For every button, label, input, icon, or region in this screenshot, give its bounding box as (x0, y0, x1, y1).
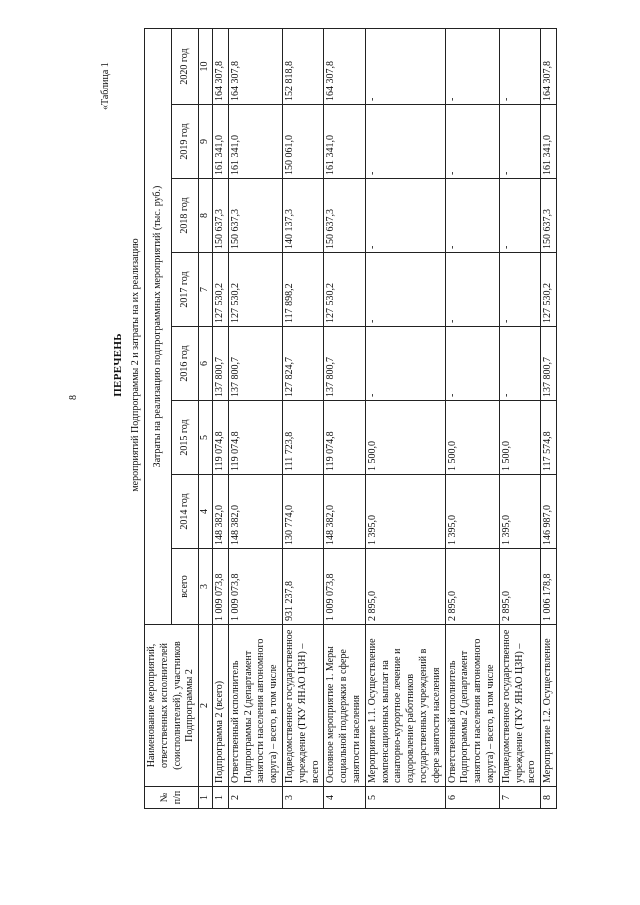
cost-cell: - (445, 28, 499, 104)
column-number: 10 (199, 28, 213, 104)
cost-cell: 931 237,8 (282, 549, 323, 625)
cost-cell: 119 074,8 (228, 401, 282, 475)
row-number: 4 (324, 787, 365, 809)
row-name: Ответственный исполнитель Подпрограммы 2 (департамент занятости населения автономного округа) – всего, в том числе (228, 625, 282, 787)
cost-cell: 2 895,0 (365, 549, 445, 625)
header-year: 2019 год (172, 105, 199, 179)
cost-cell: 150 637,3 (324, 179, 365, 253)
cost-cell: 150 637,3 (228, 179, 282, 253)
header-num: № п/п (145, 787, 199, 809)
cost-cell: 117 898,2 (282, 253, 323, 327)
header-year: 2017 год (172, 253, 199, 327)
cost-cell: 1 395,0 (499, 475, 540, 549)
cost-cell: 164 307,8 (212, 28, 228, 104)
cost-cell: - (365, 327, 445, 401)
table-row (212, 28, 228, 808)
cost-cell: 1 500,0 (445, 401, 499, 475)
cost-cell: 161 341,0 (228, 105, 282, 179)
cost-cell: - (445, 327, 499, 401)
cost-cell: 148 382,0 (324, 475, 365, 549)
column-number: 7 (199, 253, 213, 327)
cost-cell: 1 006 178,8 (541, 549, 557, 625)
cost-cell: 164 307,8 (228, 28, 282, 104)
header-year: 2016 год (172, 327, 199, 401)
header-year: 2018 год (172, 179, 199, 253)
cost-cell: - (365, 105, 445, 179)
cost-cell: - (365, 253, 445, 327)
table-row (282, 28, 323, 808)
cost-cell: 127 530,2 (212, 253, 228, 327)
column-number: 4 (199, 475, 213, 549)
row-name: Подпрограмма 2 (всего) (212, 625, 228, 787)
cost-cell: - (499, 28, 540, 104)
column-number: 8 (199, 179, 213, 253)
cost-cell: 1 009 073,8 (228, 549, 282, 625)
table-body (212, 28, 556, 808)
cost-cell: - (499, 105, 540, 179)
cost-cell: 150 637,3 (212, 179, 228, 253)
header-costs-group: Затраты на реализацию подпрограммных мероприятий (тыс. руб.) (145, 28, 172, 624)
table-row (228, 28, 282, 808)
cost-cell: 127 530,2 (324, 253, 365, 327)
row-number: 7 (499, 787, 540, 809)
cost-cell: 137 800,7 (228, 327, 282, 401)
cost-cell: 161 341,0 (324, 105, 365, 179)
row-name: Ответственный исполнитель Подпрограммы 2 (департамент занятости населения автономного округа) – всего, в том числе (445, 625, 499, 787)
cost-cell: 127 530,2 (541, 253, 557, 327)
row-number: 5 (365, 787, 445, 809)
cost-cell: 117 574,8 (541, 401, 557, 475)
table-row (324, 28, 365, 808)
header-year: 2014 год (172, 475, 199, 549)
column-number: 9 (199, 105, 213, 179)
column-number: 6 (199, 327, 213, 401)
costs-table (144, 28, 557, 809)
column-number: 2 (199, 625, 213, 787)
cost-cell: 111 723,8 (282, 401, 323, 475)
row-number: 3 (282, 787, 323, 809)
table-row (445, 28, 499, 808)
row-number: 8 (541, 787, 557, 809)
row-number: 2 (228, 787, 282, 809)
cost-cell: - (445, 105, 499, 179)
cost-cell: - (365, 179, 445, 253)
cost-cell: 164 307,8 (541, 28, 557, 104)
column-number: 3 (199, 549, 213, 625)
row-name: Мероприятие 1.2. Осуществление (541, 625, 557, 787)
cost-cell: 148 382,0 (212, 475, 228, 549)
document-subtitle: мероприятий Подпрограммы 2 и затраты на их реализацию (130, 238, 141, 492)
cost-cell: 148 382,0 (228, 475, 282, 549)
table-row (365, 28, 445, 808)
cost-cell: 1 500,0 (499, 401, 540, 475)
cost-cell: 164 307,8 (324, 28, 365, 104)
cost-cell: 152 818,8 (282, 28, 323, 104)
cost-cell: 1 500,0 (365, 401, 445, 475)
row-number: 6 (445, 787, 499, 809)
cost-cell: 1 395,0 (365, 475, 445, 549)
table-row (541, 28, 557, 808)
cost-cell: 1 009 073,8 (212, 549, 228, 625)
header-year: всего (172, 549, 199, 625)
cost-cell: 119 074,8 (324, 401, 365, 475)
cost-cell: 150 637,3 (541, 179, 557, 253)
cost-cell: - (499, 253, 540, 327)
cost-cell: 130 774,0 (282, 475, 323, 549)
header-year: 2020 год (172, 28, 199, 104)
cost-cell: 127 824,7 (282, 327, 323, 401)
column-number-row (199, 28, 213, 808)
cost-cell: 1 009 073,8 (324, 549, 365, 625)
cost-cell: 140 137,3 (282, 179, 323, 253)
column-number: 5 (199, 401, 213, 475)
cost-cell: - (445, 253, 499, 327)
row-name: Мероприятие 1.1. Осуществление компенсационных выплат на санаторно-курортное лечение и оздоровление работников государственных учреждений в сфере занятости населения (365, 625, 445, 787)
cost-cell: 146 987,0 (541, 475, 557, 549)
cost-cell: 127 530,2 (228, 253, 282, 327)
cost-cell: 137 800,7 (324, 327, 365, 401)
row-name: Основное мероприятие 1. Меры социальной поддержки в сфере занятости населения (324, 625, 365, 787)
cost-cell: 161 341,0 (541, 105, 557, 179)
cost-cell: - (365, 28, 445, 104)
page-number: 8 (68, 395, 79, 400)
cost-cell: - (445, 179, 499, 253)
cost-cell: 2 895,0 (445, 549, 499, 625)
cost-cell: 150 061,0 (282, 105, 323, 179)
document-title: ПЕРЕЧЕНЬ (112, 333, 124, 397)
cost-cell: 2 895,0 (499, 549, 540, 625)
row-number: 1 (212, 787, 228, 809)
cost-cell: 119 074,8 (212, 401, 228, 475)
column-number: 1 (199, 787, 213, 809)
header-year: 2015 год (172, 401, 199, 475)
row-name: Подведомственное государственное учреждение (ГКУ ЯНАО ЦЗН) – всего (282, 625, 323, 787)
table-note: «Таблица 1 (100, 62, 111, 110)
cost-cell: 137 800,7 (541, 327, 557, 401)
cost-cell: - (499, 327, 540, 401)
cost-cell: 161 341,0 (212, 105, 228, 179)
cost-cell: 1 395,0 (445, 475, 499, 549)
cost-cell: - (499, 179, 540, 253)
header-name: Наименование мероприятий, ответственных исполнителей (соисполнителей), участников Подпрограммы 2 (145, 625, 199, 787)
table-row (499, 28, 540, 808)
row-name: Подведомственное государственное учреждение (ГКУ ЯНАО ЦЗН) – всего (499, 625, 540, 787)
cost-cell: 137 800,7 (212, 327, 228, 401)
